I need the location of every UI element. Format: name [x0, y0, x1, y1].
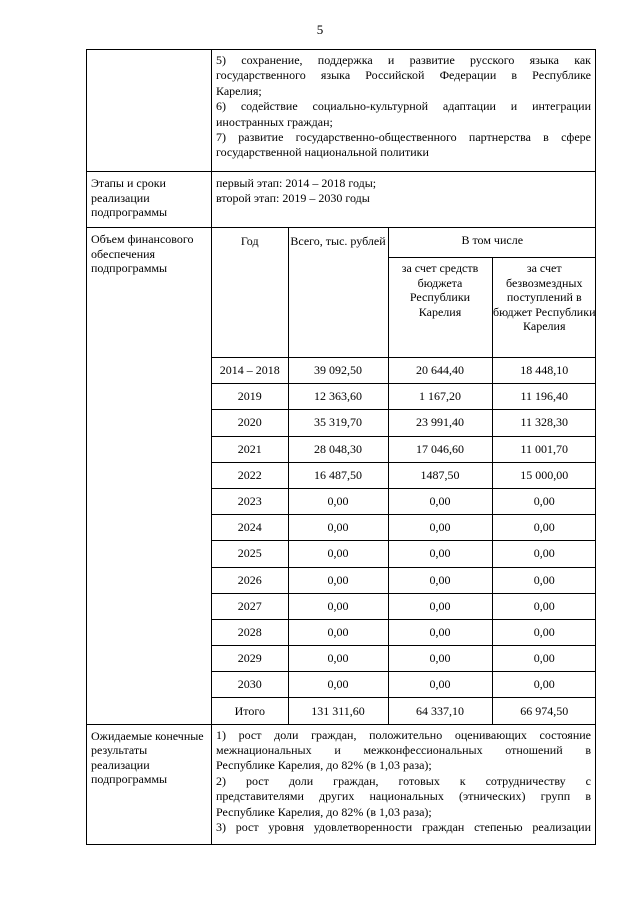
text-line: представителями других национальных (этнических) групп в: [216, 789, 591, 804]
text-line: первый этап: 2014 – 2018 годы;: [216, 176, 377, 190]
text-line: государственного языка Российской Федерации в Республике: [216, 68, 591, 83]
text-line: 6) содействие социально-культурной адаптации и интеграции: [216, 99, 591, 114]
cell-budget: 0,00: [388, 672, 492, 698]
cell-budget: 17 046,60: [388, 436, 492, 462]
cell-grants: 11 196,40: [492, 384, 596, 410]
cell-year: 2027: [212, 593, 288, 619]
text-line: Республике Карелия, до 82% (в 1,03 раза);: [216, 758, 432, 773]
table-row: [212, 672, 596, 698]
total-budget: 64 337,10: [388, 698, 492, 724]
cell-grants: 15 000,00: [492, 462, 596, 488]
total-grants: 66 974,50: [492, 698, 596, 724]
text-line: 2) рост доли граждан, готовых к сотрудничеству с: [216, 773, 591, 788]
total-row: [212, 698, 596, 724]
cell-year: 2019: [212, 384, 288, 410]
text-line: Карелия;: [216, 83, 262, 98]
cell-total: 28 048,30: [288, 436, 388, 462]
text-line: межнациональных и межконфессиональных отношений в: [216, 743, 591, 758]
cell-total: 0,00: [288, 672, 388, 698]
cell-budget: 0,00: [388, 488, 492, 514]
table-row: [212, 436, 596, 462]
text-line: 5) сохранение, поддержка и развитие русского языка как: [216, 53, 591, 67]
cell-budget: 0,00: [388, 646, 492, 672]
funding-content: [212, 228, 596, 725]
cell-grants: 0,00: [492, 593, 596, 619]
table-row: [212, 593, 596, 619]
cell-grants: 11 328,30: [492, 410, 596, 436]
table-row: [212, 619, 596, 645]
header-year: Год: [212, 228, 288, 358]
tasks-row: [87, 50, 596, 172]
cell-total: 0,00: [288, 619, 388, 645]
cell-total: 35 319,70: [288, 410, 388, 436]
cell-total: 16 487,50: [288, 462, 388, 488]
text-line: 7) развитие государственно-общественного партнерства в сфере: [216, 130, 591, 145]
cell-grants: 0,00: [492, 541, 596, 567]
cell-total: 39 092,50: [288, 358, 388, 384]
text-line: 1) рост доли граждан, положительно оценивающих состояние: [216, 727, 591, 742]
cell-grants: 0,00: [492, 672, 596, 698]
table-row: [212, 358, 596, 384]
table-row: [212, 488, 596, 514]
text-line: государственной национальной политики: [216, 145, 429, 160]
cell-grants: 0,00: [492, 646, 596, 672]
table-row: [212, 515, 596, 541]
cell-budget: 20 644,40: [388, 358, 492, 384]
funding-header-row: [212, 228, 596, 258]
results-content: [212, 724, 596, 844]
cell-budget: 0,00: [388, 541, 492, 567]
funding-label: Объем финансового обеспечения подпрограммы: [87, 228, 212, 725]
cell-year: 2023: [212, 488, 288, 514]
cell-year: 2030: [212, 672, 288, 698]
cell-year: 2029: [212, 646, 288, 672]
cell-total: 0,00: [288, 515, 388, 541]
cell-budget: 1487,50: [388, 462, 492, 488]
cell-year: 2021: [212, 436, 288, 462]
cell-grants: 0,00: [492, 567, 596, 593]
cell-year: 2020: [212, 410, 288, 436]
cell-total: 0,00: [288, 567, 388, 593]
cell-year: 2014 – 2018: [212, 358, 288, 384]
cell-budget: 0,00: [388, 593, 492, 619]
header-total: Всего, тыс. рублей: [288, 228, 388, 358]
cell-grants: 0,00: [492, 515, 596, 541]
cell-year: 2024: [212, 515, 288, 541]
table-row: [212, 462, 596, 488]
results-label: Ожидаемые конечные результаты реализации подпрограммы: [87, 724, 212, 844]
page-number: 5: [316, 22, 324, 37]
header-grants: за счет безвозмездных поступлений в бюджет Республики Карелия: [492, 258, 596, 358]
cell-grants: 18 448,10: [492, 358, 596, 384]
cell-budget: 23 991,40: [388, 410, 492, 436]
cell-total: 0,00: [288, 541, 388, 567]
stages-label: Этапы и сроки реализации подпрограммы: [87, 172, 212, 228]
text-line: 3) рост уровня удовлетворенности граждан степенью реализации: [216, 820, 591, 835]
cell-year: 2022: [212, 462, 288, 488]
cell-year: 2025: [212, 541, 288, 567]
cell-total: 0,00: [288, 593, 388, 619]
cell-budget: 0,00: [388, 619, 492, 645]
cell-budget: 0,00: [388, 515, 492, 541]
table-row: [212, 646, 596, 672]
passport-table: [86, 49, 596, 845]
text-line: Республике Карелия, до 82% (в 1,03 раза);: [216, 804, 432, 819]
total-label: Итого: [212, 698, 288, 724]
cell-year: 2028: [212, 619, 288, 645]
cell-total: 0,00: [288, 646, 388, 672]
cell-grants: 11 001,70: [492, 436, 596, 462]
results-row: [87, 724, 596, 844]
cell-year: 2026: [212, 567, 288, 593]
cell-budget: 0,00: [388, 567, 492, 593]
tasks-label: [87, 50, 212, 172]
cell-total: 12 363,60: [288, 384, 388, 410]
cell-grants: 0,00: [492, 488, 596, 514]
cell-total: 0,00: [288, 488, 388, 514]
text-line: второй этап: 2019 – 2030 годы: [216, 191, 370, 206]
total-sum: 131 311,60: [288, 698, 388, 724]
funding-row: [87, 228, 596, 725]
stages-content: [212, 172, 596, 228]
funding-table: [212, 228, 596, 724]
table-row: [212, 541, 596, 567]
text-line: иностранных граждан;: [216, 114, 333, 129]
table-row: [212, 384, 596, 410]
tasks-content: [212, 50, 596, 172]
cell-grants: 0,00: [492, 619, 596, 645]
table-row: [212, 410, 596, 436]
table-row: [212, 567, 596, 593]
header-budget: за счет средств бюджета Республики Карелия: [388, 258, 492, 358]
stages-row: [87, 172, 596, 228]
cell-budget: 1 167,20: [388, 384, 492, 410]
header-including: В том числе: [388, 228, 596, 258]
